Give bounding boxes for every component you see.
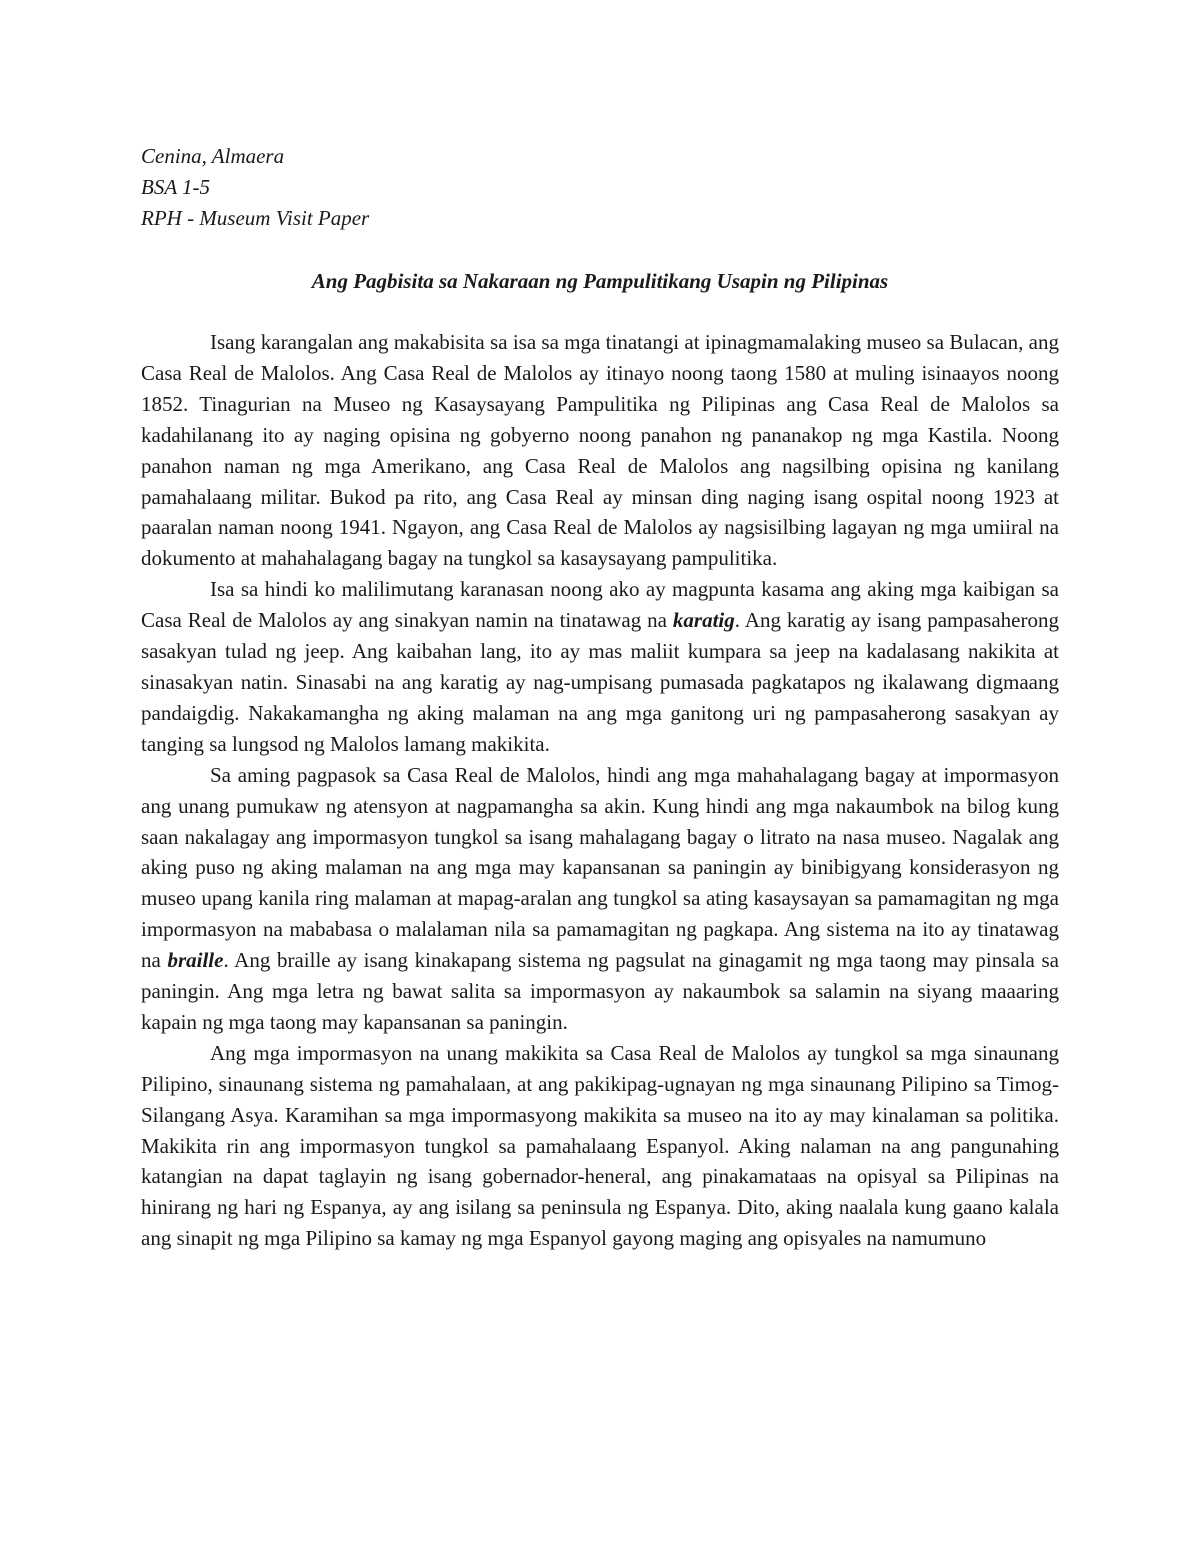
course-subject: RPH - Museum Visit Paper (141, 206, 370, 230)
paragraph-3-text-before: Sa aming pagpasok sa Casa Real de Malolos, hindi ang mga mahahalagang bagay at impormasyon ang unang pumukaw ng atensyon at nagpamangha sa akin. Kung hindi ang mga nakaumbok na bilog kung saan nakalagay ang impormasyon tungkol sa isang mahalagang bagay o litrato na nasa museo. Nagalak ang aking puso ng aking malaman na ang mga may kapansanan sa paningin ay binibigyang konsiderasyon ng museo upang kanila ring malaman at mapag-aralan ang tungkol sa ating kasaysayan sa pamamagitan ng mga impormasyon na mababasa o malalaman nila sa pamamagitan ng pagkapa. Ang sistema na ito ay tinatawag na (141, 762, 1059, 973)
author-name: Cenina, Almaera (141, 144, 285, 168)
paragraph-2 (141, 574, 1059, 759)
term-braille: braille (167, 948, 224, 973)
paper-body (141, 327, 1059, 1254)
paragraph-3-text-after: . Ang braille ay isang kinakapang sistema ng pagsulat na ginagamit ng mga taong may pinsala sa paningin. Ang mga letra ng bawat salita sa impormasyon ay nakaumbok sa salamin na siyang maaaring kapain ng mga taong may kapansanan sa paningin. (141, 948, 1059, 1034)
class-section: BSA 1-5 (141, 175, 211, 199)
paragraph-2-text-before: Isa sa hindi ko malilimutang karanasan noong ako ay magpunta kasama ang aking mga kaibigan sa Casa Real de Malolos ay ang sinakyan namin na tinatawag na (141, 577, 1059, 633)
paragraph-1: Isang karangalan ang makabisita sa isa sa mga tinatangi at ipinagmamalaking museo sa Bulacan, ang Casa Real de Malolos. Ang Casa Real de Malolos ay itinayo noong taong 1580 at muling isinaayos noong 1852. Tinagurian na Museo ng Kasaysayang Pampulitika ng Pilipinas ang Casa Real de Malolos sa kadahilanang ito ay naging opisina ng gobyerno noong panahon ng pananakop ng mga Kastila. Noong panahon naman ng mga Amerikano, ang Casa Real de Malolos ang nagsilbing opisina ng kanilang pamahalaang militar. Bukod pa rito, ang Casa Real ay minsan ding naging isang ospital noong 1923 at paaralan naman noong 1941. Ngayon, ang Casa Real de Malolos ay nagsisilbing lagayan ng mga umiiral na dokumento at mahahalagang bagay na tungkol sa kasaysayang pampulitika. (141, 330, 1059, 571)
paragraph-3 (141, 760, 1059, 1038)
paragraph-2-text-after: . Ang karatig ay isang pampasaherong sasakyan tulad ng jeep. Ang kaibahan lang, ito ay mas maliit kumpara sa jeep na kadalasang nakikita at sinasakyan natin. Sinasabi na ang karatig ay nag-umpisang pumasada pagkatapos ng ikalawang digmaang pandaigdig. Nakakamangha ng aking malaman na ang mga ganitong uri ng pampasaherong sasakyan ay tanging sa lungsod ng Malolos lamang makikita. (141, 608, 1059, 756)
paper-title: Ang Pagbisita sa Nakaraan ng Pampulitikang Usapin ng Pilipinas (311, 269, 889, 293)
term-karatig: karatig (672, 608, 735, 633)
paragraph-4: Ang mga impormasyon na unang makikita sa Casa Real de Malolos ay tungkol sa mga sinaunang Pilipino, sinaunang sistema ng pamahalaan, at ang pakikipag-ugnayan ng mga sinaunang Pilipino sa Timog-Silangang Asya. Karamihan sa mga impormasyong makikita sa museo na ito ay may kinalaman sa politika. Makikita rin ang impormasyon tungkol sa pamahalaang Espanyol. Aking nalaman na ang pangunahing katangian na dapat taglayin ng isang gobernador-heneral, ang pinakamataas na opisyal sa Pilipinas na hinirang ng hari ng Espanya, ay ang isilang sa peninsula ng Espanya. Dito, aking naalala kung gaano kalala ang sinapit ng mga Pilipino sa kamay ng mga Espanyol gayong maging ang opisyales na namumuno (141, 1040, 1059, 1251)
author-header (141, 141, 369, 234)
